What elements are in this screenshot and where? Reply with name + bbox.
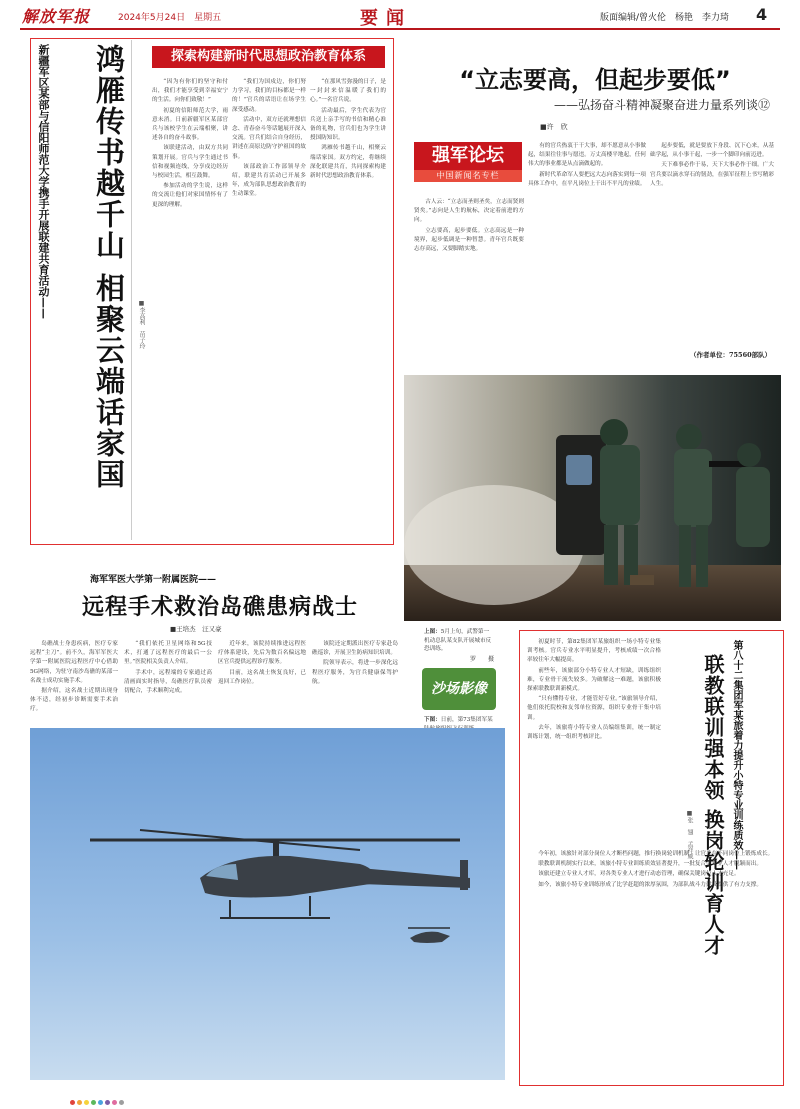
divider — [131, 40, 132, 540]
article-2-col-2: 有的官兵热衷于干大事，却不愿意从小事做起，结果往往事与愿违。万丈高楼平地起，任何伟大的事业都是从点滴做起的。 新时代革命军人要把远大志向落实到每一项具体工作中，在平凡岗位上干出不平凡的业绩。 — [528, 143, 646, 187]
photo-1-caption: 上图：5月上旬，武警第一机动总队某支队开展城市反恐训练。 — [424, 629, 492, 652]
article-2-byline: ■许 欣 — [540, 123, 568, 131]
article-4-col-2: 今年初，该旅针对部分岗位人才断档问题，推行换岗轮训机制，让官兵在不同岗位上锻炼成长。 联教联训机制实行以来，该旅小特专业训练质效显著提升，一批复合型专业人才脱颖而出。 该旅还建立专业人才库，对各类专业人才进行动态管理，确保关键岗位人才充足。 如今，该旅小特专业训练形成了比学赶超的浓厚氛围，为部队战斗力建设提供了有力支撑。 — [538, 851, 774, 888]
footer-dot — [98, 1100, 103, 1105]
page-editors: 版面编辑/曾火伦 杨艳 李力琦 — [600, 13, 730, 23]
article-4-title: 联教联训强本领 换岗轮训育人才 — [701, 654, 725, 956]
article-1-subtitle: 新疆军区某部与信阳师范大学携手开展联建共育活动—— — [37, 44, 50, 319]
footer-dot — [77, 1100, 82, 1105]
shachang-logo — [422, 668, 496, 710]
photo-helicopter-training — [30, 728, 505, 1080]
article-4-subtitle: 第八十二集团军某旅着力提升小特专业训练质效—— — [731, 640, 742, 870]
footer-dot — [112, 1100, 117, 1105]
column-logo-subtitle: 中国新闻名专栏 — [414, 170, 522, 182]
article-1-title: 鸿雁传书越千山 相聚云端话家国 — [92, 44, 126, 491]
article-3-col-1: 岛礁战士身患疾病，医疗专家远程“主刀”。前不久，海军军医大学第一附属医院远程医疗中心借助5G网络，为驻守南沙岛礁的某部一名战士成功实施手术。 据介绍，这名战士近期出现身体不适，经初步诊断需要手术治疗。 — [30, 641, 118, 713]
footer-dot — [91, 1100, 96, 1105]
footer-dot — [105, 1100, 110, 1105]
article-3-col-4: 该院还定期派出医疗专家赴岛礁巡诊，开展卫生防病知识培训。 院领导表示，将进一步深化远程医疗服务，为官兵健康保驾护航。 — [312, 641, 398, 685]
article-3-col-3: 近年来，该院持续推进远程医疗体系建设，先后为数百名偏远地区官兵提供远程诊疗服务。 目前，这名战士恢复良好，已返回工作岗位。 — [218, 641, 306, 685]
footer-color-dots — [70, 1090, 126, 1109]
photo-2-caption: 下图：日前，第73集团军某 — [424, 717, 493, 723]
article-1-col-2: “我们为国戍边，你们努力学习，我们的目标都是一样的！”官兵的话语让在场学生深受感动。 活动中，双方还就理想信念、青春奋斗等话题展开深入交流。官兵们结合自身经历，讲述在高原边防守护祖国的故事。 该部政治工作部领导介绍，联建共育活动已开展多年，成为部队思想政治教育的生动课堂。 — [232, 79, 306, 198]
article-3-kicker: 海军军医大学第一附属医院—— — [90, 575, 217, 585]
article-3-col-2: “我们依托卫星网络和5G技术，打通了远程医疗的最后一公里。”医院相关负责人介绍。 手术中，远程端的专家通过高清画面实时指导，岛礁医疗队员密切配合，手术顺利完成。 — [124, 641, 212, 695]
footer-dot — [84, 1100, 89, 1105]
article-3-title: 远程手术救治岛礁患病战士 — [81, 595, 358, 620]
shachang-logo-text: 沙场影像 — [431, 681, 487, 697]
article-1-byline: ■李高利 苗子玲 — [138, 300, 145, 349]
page-number: 4 — [756, 5, 768, 24]
footer-dot — [119, 1100, 124, 1105]
article-1-col-3: “在那风雪弥漫的日子，是一封封来信温暖了我们的心。”一名官兵说。 活动最后，学生代表为官兵送上亲手写的书信和精心准备的礼物，官兵们也为学生讲授国防知识。 鸿雁传书越千山，相聚云端话家国。双方约定，将继续深化联建共育，共同探索构建新时代思想政治教育体系。 — [310, 79, 386, 180]
article-3-byline: ■王培杰 汪又豪 — [170, 625, 222, 633]
section-title: 要闻 — [360, 8, 412, 29]
article-2-author-unit: （作者单位：75560部队） — [690, 351, 772, 359]
article-1-banner: 探索构建新时代思想政治教育体系 — [152, 46, 385, 68]
column-logo-title: 强军论坛 — [414, 142, 522, 170]
article-1-col-1: “因为有你们的坚守和付出，我们才能享受到幸福安宁的生活。向你们致敬！” 初夏的信阳师范大学，雨意未消。日前新疆军区某部官兵与该校学生在云端相聚，讲述各自的奋斗故事。 该联建活动，由双方共同策划开展。官兵与学生通过书信和视频连线，分享戍边经历与校园生活，相互鼓舞。 参加活动的学生说，这样的交流让他们对家国情怀有了更深的理解。 — [152, 79, 228, 208]
article-4-col-1: 初夏时节，第82集团军某旅组织一场小特专业集训考核。官兵专业水平明显提升，考核成绩一次合格率较往年大幅提高。 前些年，该旅部分小特专业人才短缺，训练组织难，专业骨干流失较多。为破解这一难题，该旅积极探索联教联训新模式。 “只有懂得专业，才能管好专业。”该旅领导介绍，他们依托院校和友邻单位资源，组织专业骨干集中培训。 去年，该旅将小特专业人员编组集训，统一制定训练计划，统一组织考核评比。 — [527, 639, 661, 741]
article-2-logo — [414, 142, 522, 192]
article-2-col-1: 古人云：“立志而圣则圣矣，立志而贤则贤矣。”志向是人生的航标，决定着前进的方向。 立志要高，起步要低。立志高远是一种境界，起步低调是一种智慧。青年官兵既要志存高远，又要脚踏实地。 — [414, 199, 524, 253]
issue-date: 2024年5月24日 星期五 — [118, 13, 222, 23]
article-2-title: “立志要高，但起步要低” — [459, 66, 731, 94]
article-2-col-3: 起步要低，就是要放下身段、沉下心来，从基础学起，从小事干起，一步一个脚印向前迈进。 天下难事必作于易，天下大事必作于细。广大官兵要以滴水穿石的韧劲，在强军征程上书写精彩人生。 — [650, 143, 774, 187]
photo-counter-terror-training — [404, 375, 781, 621]
masthead-logo: 解放军报 — [22, 7, 91, 26]
footer-dot — [70, 1100, 75, 1105]
article-2-subtitle: ——弘扬奋斗精神凝聚奋进力量系列谈⑫ — [553, 98, 770, 112]
photo-1-credit: 罗 摄 — [470, 656, 495, 663]
article-4-byline: ■张 翅 孟祥威 — [686, 810, 693, 859]
